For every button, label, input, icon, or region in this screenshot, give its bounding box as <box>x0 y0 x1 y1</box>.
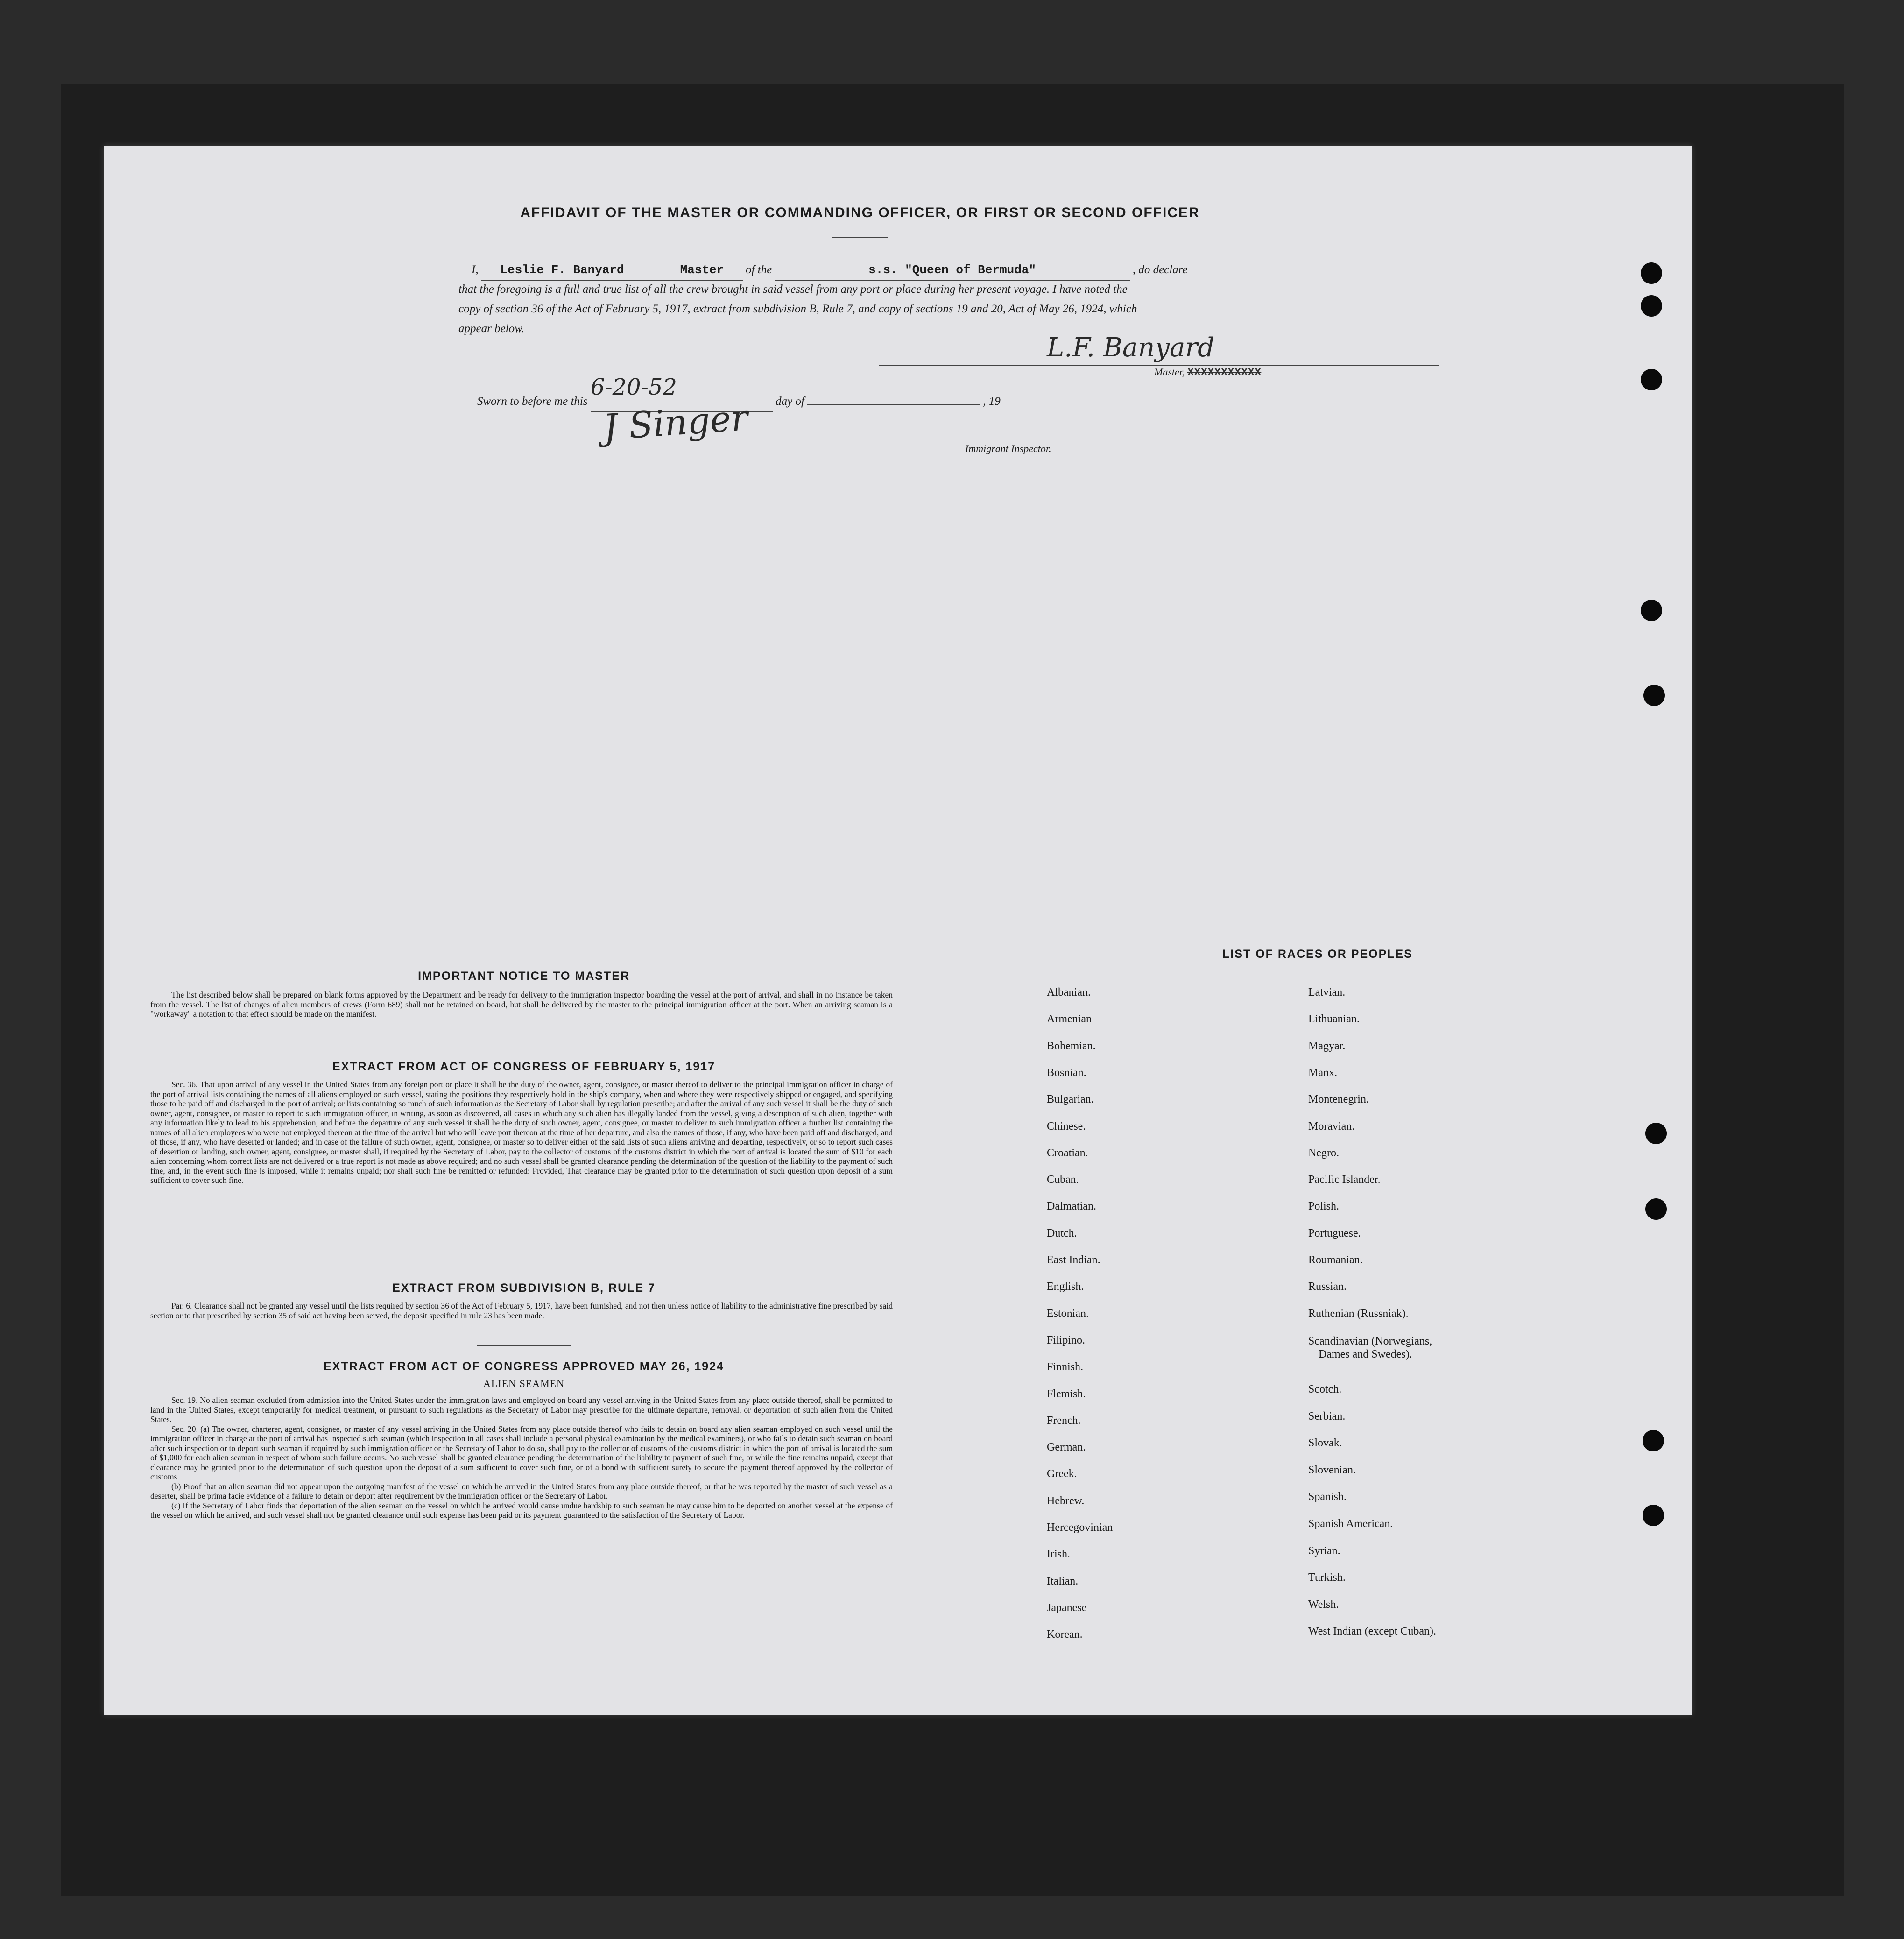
race-item: Chinese. <box>1047 1120 1086 1132</box>
race-item: Korean. <box>1047 1628 1083 1641</box>
rule7-divider <box>477 1345 571 1346</box>
race-item: Dalmatian. <box>1047 1200 1096 1213</box>
inspector-label: Immigrant Inspector. <box>965 443 1051 454</box>
race-item: Albanian. <box>1047 986 1091 998</box>
race-item: Pacific Islander. <box>1308 1174 1381 1186</box>
race-item: Croatian. <box>1047 1146 1088 1159</box>
punch-hole <box>1643 685 1665 706</box>
race-item: Portuguese. <box>1308 1227 1361 1239</box>
race-item: Montenegrin. <box>1308 1093 1369 1106</box>
race-item: Estonian. <box>1047 1307 1089 1320</box>
race-item: Japanese <box>1047 1601 1087 1614</box>
punch-hole <box>1645 1123 1667 1144</box>
sec20b-text: (b) Proof that an alien seaman did not appear upon the outgoing manifest of the vessel on which he arrived in the United States from any place outside thereof, or that he was reported by the master of such vessel as a deserter, shall be prima facie evidence of a failure to detain or deport after requirement by the immigration officer or the Secretary of Labor. <box>150 1481 893 1500</box>
master-label: Master, <box>1154 366 1185 378</box>
race-item: Flemish. <box>1047 1387 1086 1400</box>
rule7-text: Par. 6. Clearance shall not be granted any vessel until the lists required by section 36 of the Act of February 5, 1917, have been furnished, and not then unless notice of liability to the administrative fine prescribed by said section or to that prescribed by section 35 of said act having been served, the deposit specified in rule 23 has been made. <box>150 1301 893 1320</box>
master-signature-line <box>879 365 1439 366</box>
race-item: Ruthenian (Russniak). <box>1308 1307 1409 1320</box>
struck-rank: XXXXXXXXXXX <box>1187 367 1262 379</box>
race-item: Turkish. <box>1308 1571 1346 1584</box>
sworn-date: 6-20-52 <box>590 374 677 400</box>
race-item: Armenian <box>1047 1013 1092 1026</box>
sworn-label: Sworn to before me this <box>477 395 588 408</box>
race-item: Spanish. <box>1308 1491 1347 1503</box>
race-item: Magyar. <box>1308 1040 1346 1052</box>
race-item: Bosnian. <box>1047 1066 1086 1079</box>
race-item: Hebrew. <box>1047 1494 1085 1507</box>
race-item: Dames and Swedes). <box>1319 1348 1412 1360</box>
race-item: Serbian. <box>1308 1410 1346 1422</box>
i-label: I, <box>472 263 479 276</box>
race-item: Greek. <box>1047 1468 1077 1480</box>
extract-1917-title: EXTRACT FROM ACT OF CONGRESS OF FEBRUARY 5, 1917 <box>332 1060 716 1073</box>
master-rank: Master <box>680 263 724 277</box>
sec20c-text: (c) If the Secretary of Labor finds that deportation of the alien seaman on the vessel on which he arrived would cause undue hardship to such seaman he may cause him to be deported on another vessel at the expense of the vessel on which he arrived, and such vessel shall not be granted clearance until such expense has been paid or its payment guaranteed to the satisfaction of the Secretary of Labor. <box>150 1500 893 1520</box>
race-item: English. <box>1047 1281 1084 1293</box>
affidavit-line-1 <box>458 260 1439 281</box>
vessel-name: s.s. "Queen of Bermuda" <box>868 263 1036 277</box>
title-divider <box>832 237 888 238</box>
race-item: Lithuanian. <box>1308 1013 1360 1026</box>
race-item: Bohemian. <box>1047 1040 1096 1052</box>
punch-hole <box>1645 1198 1667 1220</box>
sworn-line <box>477 374 1178 412</box>
race-item: Hercegovinian <box>1047 1521 1113 1534</box>
race-item: Manx. <box>1308 1066 1337 1079</box>
race-item: Cuban. <box>1047 1174 1079 1186</box>
extract-1924-body <box>150 1395 893 1520</box>
race-item: Welsh. <box>1308 1598 1339 1611</box>
extract-1924-title: EXTRACT FROM ACT OF CONGRESS APPROVED MAY 26, 1924 <box>323 1360 725 1373</box>
race-item: German. <box>1047 1441 1086 1454</box>
affidavit-line-4: appear below. <box>458 322 525 335</box>
race-item: West Indian (except Cuban). <box>1308 1625 1436 1638</box>
race-item: Latvian. <box>1308 986 1346 998</box>
punch-hole <box>1641 369 1662 390</box>
race-item: Bulgarian. <box>1047 1093 1094 1106</box>
race-item: French. <box>1047 1414 1081 1427</box>
race-item: Scandinavian (Norwegians, <box>1308 1335 1432 1347</box>
sec19-text: Sec. 19. No alien seaman excluded from admission into the United States under the immigration laws and employed on board any vessel arriving in the United States from any place outside thereof, shall be permitted to land in the United States, except temporarily for medical treatment, or pursuant to such regulations as the Secretary of Labor may prescribe for the ultimate departure, removal, or deportation of such alien from the United States. <box>150 1395 893 1424</box>
master-label-row <box>1154 366 1261 379</box>
year-label: , 19 <box>983 395 1001 408</box>
race-item: Roumanian. <box>1308 1254 1363 1266</box>
rule7-title: EXTRACT FROM SUBDIVISION B, RULE 7 <box>392 1281 656 1295</box>
race-item: Filipino. <box>1047 1334 1086 1346</box>
affidavit-line-2: that the foregoing is a full and true list of all the crew brought in said vessel from any port or place during her present voyage. I have noted the <box>458 283 1128 296</box>
master-name: Leslie F. Banyard <box>500 263 624 277</box>
punch-hole <box>1641 262 1662 284</box>
race-item: Spanish American. <box>1308 1517 1393 1530</box>
race-item: East Indian. <box>1047 1254 1100 1266</box>
race-item: Italian. <box>1047 1575 1079 1587</box>
race-item: Finnish. <box>1047 1361 1084 1373</box>
races-title: LIST OF RACES OR PEOPLES <box>1222 948 1413 961</box>
race-item: Negro. <box>1308 1146 1339 1159</box>
day-of-label: day of <box>776 395 804 408</box>
race-item: Russian. <box>1308 1281 1347 1293</box>
race-item: Irish. <box>1047 1548 1070 1561</box>
punch-hole <box>1641 295 1662 317</box>
extract-1917-text: Sec. 36. That upon arrival of any vessel in the United States from any foreign port or place it shall be the duty of the owner, agent, consignee, or master thereof to deliver to the principal immigration officer in charge of the port of arrival lists containing the names of all aliens employed on such vessel, stating the positions they respectively hold in the ship's company, when and where they were respectively shipped or engaged, and specifying those to be paid off and discharged in the port of arrival; or lists containing so much of such information as the Secretary of Labor shall by regulation prescribe; and after the arrival of any such vessel it shall be the duty of such owner, agent, consignee, or master to report to such immigration officer, in writing, as soon as discovered, all cases in which any such alien has illegally landed from the vessel, giving a description of such alien, together with any information likely to lead to his apprehension; and before the departure of any such vessel it shall be the duty of such owner, agent, consignee, or master to deliver to such immigration officer a further list containing the names of all alien employees who were not employed thereon at the time of the arrival but who will leave port thereon at the time of her departure, and also the names of those, if any, who have been paid off and discharged, and of those, if any, who have deserted or landed; and in case of the failure of such owner, agent, consignee, or master so to deliver either of the said lists of such aliens arriving and departing, respectively, or so to report such cases of desertion or landing, such owner, agent, consignee, or master shall, if required by the Secretary of Labor, pay to the collector of customs of the customs district in which the port of arrival is located the sum of $10 for each alien concerning whom correct lists are not delivered or a true report is not made as above required; and no such vessel shall be granted clearance pending the determination of the question of the liability to the payment of such fine, and, in the event such fine is imposed, while it remains unpaid; nor shall such fine be remitted or refunded: Provided, That clearance may be granted prior to the determination of such question upon deposit of a sum sufficient to cover such fine. <box>150 1080 893 1185</box>
notice-text: The list described below shall be prepared on blank forms approved by the Department and be ready for delivery to the immigration inspector boarding the vessel at the port of arrival, and shall in no instance be taken from the vessel. The list of changes of alien members of crews (Form 689) shall not be retained on board, but shall be delivered by the master to the principal immigration officer at the port. When an arriving seaman is a "workaway" a notation to that effect should be made on the manifest. <box>150 990 893 1019</box>
race-item: Moravian. <box>1308 1120 1355 1132</box>
master-signature: L.F. Banyard <box>1047 333 1214 363</box>
sec20a-text: Sec. 20. (a) The owner, charterer, agent, consignee, or master of any vessel arriving in the United States from any place outside thereof who fails to detain on board any alien seaman employed on such vessel until the immigration officer in charge at the port of arrival has inspected such seaman (which inspection in all cases shall include a personal physical examination by the medical examiners), or who fails to detain such seaman on board after such inspection or to deport such seaman if required by such immigration officer or the Secretary of Labor to do so, shall pay to the collector of customs of the customs district in which the port of arrival is located the sum of $1,000 for each alien seaman in respect of whom such failure occurs. No such vessel shall be granted clearance pending the determination of the liability to payment of such fine, or while the fine remains unpaid, except that clearance may be granted prior to the determination of such question upon the deposit of a sum sufficient to cover such fine, or of a bond with sufficient surety to secure the payment thereof approved by the collector of customs. <box>150 1424 893 1481</box>
alien-seamen-subtitle: ALIEN SEAMEN <box>483 1378 564 1389</box>
affidavit-line-3: copy of section 36 of the Act of February 5, 1917, extract from subdivision B, Rule 7, and copy of sections 19 and 20, Act of May 26, 1924, which <box>458 303 1137 315</box>
punch-hole <box>1643 1505 1664 1526</box>
punch-hole <box>1641 600 1662 621</box>
race-item: Scotch. <box>1308 1383 1342 1395</box>
inspector-signature: J Singer <box>602 396 749 448</box>
race-item: Dutch. <box>1047 1227 1077 1239</box>
of-the-label: of the <box>746 263 772 276</box>
document-page <box>104 146 1692 1715</box>
punch-hole <box>1643 1430 1664 1451</box>
race-item: Slovak. <box>1308 1437 1342 1450</box>
affidavit-title: AFFIDAVIT OF THE MASTER OR COMMANDING OFFICER, OR FIRST OR SECOND OFFICER <box>520 205 1200 220</box>
race-item: Slovenian. <box>1308 1464 1356 1476</box>
do-declare-label: , do declare <box>1132 263 1188 276</box>
race-item: Polish. <box>1308 1200 1340 1213</box>
notice-title: IMPORTANT NOTICE TO MASTER <box>418 970 630 983</box>
race-item: Syrian. <box>1308 1544 1340 1557</box>
